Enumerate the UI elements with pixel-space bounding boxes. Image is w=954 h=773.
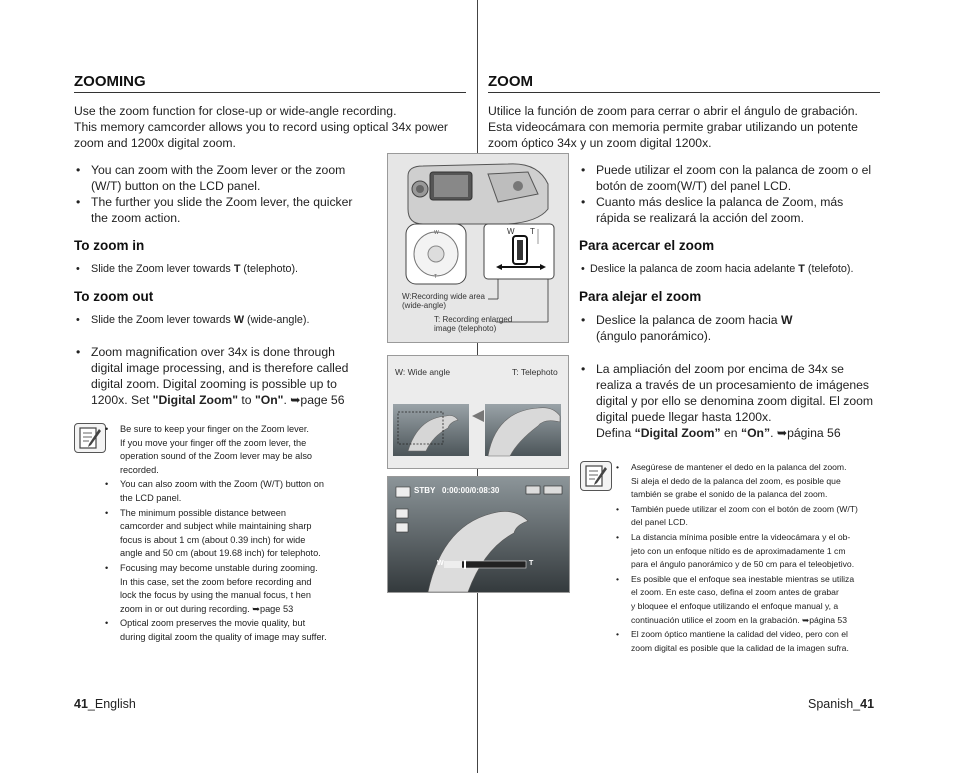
intro-line: zoom and 1200x digital zoom. [74, 136, 236, 150]
camcorder-illustration [388, 154, 568, 342]
zoom-out-list-es [579, 312, 889, 344]
zoom-out-heading-es: Para alejar el zoom [579, 289, 702, 304]
digital-zoom-list-es [579, 361, 889, 441]
zoom-in-list-es [579, 262, 899, 277]
section-heading-zoom: ZOOM [488, 73, 533, 90]
lcd-stby-label: STBY [414, 486, 436, 495]
lcd-screen-figure [387, 476, 570, 593]
intro-line: zoom óptico 34x y un zoom digital 1200x. [488, 136, 712, 150]
zoom-in-heading-es: Para acercar el zoom [579, 238, 715, 253]
list-item: • Optical zoom preserves the movie quality, but during digital zoom the quality of image may suffer. [103, 617, 383, 644]
list-item: • Deslice la palanca de zoom hacia W (ángulo panorámico). [579, 312, 889, 344]
intro-paragraph [74, 103, 474, 151]
intro-line: Utilice la función de zoom para cerrar o abrir el ángulo de grabación. [488, 104, 858, 118]
svg-text:T: T [434, 274, 438, 280]
note-pencil-icon [580, 461, 612, 491]
intro-bullet-list-es [579, 162, 889, 226]
list-item: • Asegúrese de mantener el dedo en la palanca del zoom. Si aleja el dedo de la palanca del zoom, es posible que también se grabe el sonido de la palanca del zoom. [614, 461, 894, 502]
list-item: • The minimum possible distance between camcorder and subject while maintaining sharp focus is about 1 cm (about 0.39 inch) for wide angle and 50 cm (about 19.68 inch) for telephoto. [103, 507, 383, 561]
lcd-timecode: 0:00:00/0:08:30 [442, 486, 500, 495]
zoom-in-list [74, 262, 384, 277]
list-item: • Slide the Zoom lever towards W (wide-angle). [74, 313, 384, 327]
list-item: • También puede utilizar el zoom con el botón de zoom (W/T) del panel LCD. [614, 503, 894, 530]
lcd-zoom-w: W [437, 560, 444, 567]
list-item: • The further you slide the Zoom lever, the quicker the zoom action. [74, 194, 384, 226]
list-item: • Cuanto más deslice la palanca de Zoom, más rápida se realizará la acción del zoom. [579, 194, 889, 226]
list-item: • Be sure to keep your finger on the Zoom lever. If you move your finger off the zoom lever, the operation sound of the Zoom lever may be also recorded. [103, 423, 383, 477]
svg-text:W: W [434, 230, 439, 236]
page-number-left: 41_English [74, 697, 136, 711]
list-item: • You can also zoom with the Zoom (W/T) button on the LCD panel. [103, 478, 383, 505]
intro-bullet-list [74, 162, 384, 226]
dolphin-comparison-image [388, 356, 568, 468]
list-item: • Es posible que el enfoque sea inestable mientras se utiliza el zoom. En este caso, defina el zoom antes de grabar y bloquee el enfoque utilizando el enfoque manual y, a continuación utilice el zoom en la grabación. ➥página 53 [614, 573, 894, 627]
lever-label-t: T [530, 227, 535, 236]
notes-list-es [614, 461, 894, 656]
caption-tele: T: Recording enlarged image (telephoto) [434, 315, 513, 333]
list-item: • El zoom óptico mantiene la calidad del video, pero con el zoom digital es posible que la calidad de la imagen sufra. [614, 628, 894, 655]
note-pencil-icon [74, 423, 106, 453]
list-item: • Slide the Zoom lever towards T (telephoto). [74, 262, 384, 276]
list-item: • Focusing may become unstable during zooming. In this case, set the zoom before recording and lock the focus by using the manual focus, t hen zoom in or out during recording. ➥page 53 [103, 562, 383, 616]
lcd-zoom-t: T [529, 560, 534, 567]
list-item: • Deslice la palanca de zoom hacia adelante T (telefoto). [579, 262, 899, 276]
intro-line: Esta videocámara con memoria permite grabar utilizando un potente [488, 120, 858, 134]
list-item: • La ampliación del zoom por encima de 34x se realiza a través de un procesamiento de imágenes digital y por ello se denomina zoom digital. El zoom digital puede llegar hasta 1200x. Defina “Digital Zoom” en “On”. ➥página 56 [579, 361, 889, 441]
section-heading-zooming: ZOOMING [74, 73, 146, 90]
caption-wide: W:Recording wide area (wide-angle) [402, 292, 486, 310]
intro-line: This memory camcorder allows you to record using optical 34x power [74, 120, 448, 134]
camcorder-figure [387, 153, 569, 343]
telephoto-label: T: Telephoto [512, 367, 558, 377]
zoom-out-list [74, 313, 384, 328]
zoom-in-heading: To zoom in [74, 238, 145, 253]
lever-label-w: W [507, 227, 515, 236]
list-item: • You can zoom with the Zoom lever or the zoom (W/T) button on the LCD panel. [74, 162, 384, 194]
list-item: • Puede utilizar el zoom con la palanca de zoom o el botón de zoom(W/T) del panel LCD. [579, 162, 889, 194]
list-item: • La distancia mínima posible entre la videocámara y el ob- jeto con un enfoque nítido es de aproximadamente 1 cm para el ángulo panorámico y de 50 cm para el teleobjetivo. [614, 531, 894, 572]
heading-rule [74, 92, 466, 93]
digital-zoom-list [74, 344, 384, 408]
angle-compare-figure [387, 355, 569, 469]
intro-line: Use the zoom function for close-up or wide-angle recording. [74, 104, 397, 118]
notes-list [103, 423, 383, 646]
page-number-right: Spanish_41 [808, 697, 875, 711]
heading-rule [488, 92, 880, 93]
wide-angle-label: W: Wide angle [395, 367, 451, 377]
intro-paragraph-es [488, 103, 888, 151]
zoom-out-heading: To zoom out [74, 289, 154, 304]
list-item: • Zoom magnification over 34x is done through digital image processing, and is therefore called digital zoom. Digital zooming is possible up to 1200x. Set "Digital Zoom" to "On". ➥page 56 [74, 344, 384, 408]
